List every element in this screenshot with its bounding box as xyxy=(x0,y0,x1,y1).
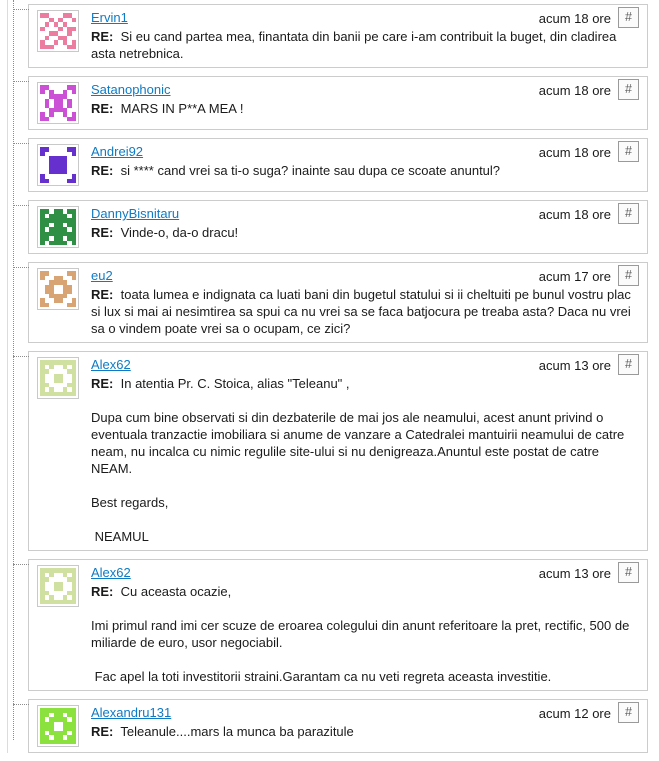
comment-meta xyxy=(539,143,639,162)
comment-paragraph: RE: Cu aceasta ocazie, xyxy=(91,584,232,599)
comment-header xyxy=(91,704,639,723)
identicon-pink-scatter-avatar xyxy=(37,10,79,52)
comment-main xyxy=(91,704,639,740)
avatar-pattern xyxy=(40,271,76,307)
avatar-pattern xyxy=(40,85,76,121)
comment-main xyxy=(91,205,639,241)
username-link[interactable]: Alex62 xyxy=(91,357,131,372)
comment-box xyxy=(28,559,648,691)
identicon-palegreen-frame-avatar xyxy=(37,357,79,399)
timestamp: acum 18 ore xyxy=(538,83,611,98)
re-label: RE: xyxy=(91,287,114,302)
identicon-tan-diamond-avatar xyxy=(37,268,79,310)
timestamp: acum 18 ore xyxy=(538,145,611,160)
comment-paragraph: RE: Vinde-o, da-o dracu! xyxy=(91,225,239,240)
identicon-lime-cross-avatar xyxy=(37,705,79,747)
permalink-button[interactable]: # xyxy=(618,7,639,28)
comment-main xyxy=(91,267,639,337)
comment-paragraph: Best regards, xyxy=(91,495,169,510)
re-label: RE: xyxy=(91,225,114,240)
username-link[interactable]: eu2 xyxy=(91,268,113,283)
re-label: RE: xyxy=(91,376,114,391)
comment-body xyxy=(91,723,639,740)
comment-header xyxy=(91,143,639,162)
re-label: RE: xyxy=(91,101,114,116)
comment-meta xyxy=(539,564,639,583)
identicon-palegreen-frame-avatar xyxy=(37,565,79,607)
comment-paragraph: NEAMUL xyxy=(91,529,149,544)
timestamp: acum 13 ore xyxy=(538,566,611,581)
thread-connector-line xyxy=(13,356,29,357)
comment-paragraph: Imi primul rand imi cer scuze de eroarea colegului din anunt referitoare la pret, rectific, 500 de miliarde de euro, usor negociabil. xyxy=(91,618,633,650)
thread-connector-line xyxy=(13,267,29,268)
timestamp: acum 17 ore xyxy=(538,269,611,284)
timestamp: acum 13 ore xyxy=(538,358,611,373)
permalink-button[interactable]: # xyxy=(618,79,639,100)
comment-paragraph: RE: si **** cand vrei sa ti-o suga? inainte sau dupa ce scoate anuntul? xyxy=(91,163,501,178)
re-label: RE: xyxy=(91,29,114,44)
comment-box xyxy=(28,200,648,254)
comment-box xyxy=(28,76,648,130)
username-link[interactable]: Satanophonic xyxy=(91,82,171,97)
comment-paragraph: Fac apel la toti investitorii straini.Garantam ca nu veti regreta aceasta investitie. xyxy=(91,669,552,684)
comment-meta xyxy=(539,356,639,375)
comment-main xyxy=(91,564,639,685)
comment-meta xyxy=(539,704,639,723)
thread-connector-line xyxy=(13,81,29,82)
avatar-pattern xyxy=(40,209,76,245)
comment-paragraph: RE: MARS IN P**A MEA ! xyxy=(91,101,244,116)
comment-box xyxy=(28,138,648,192)
permalink-button[interactable]: # xyxy=(618,265,639,286)
re-label: RE: xyxy=(91,163,114,178)
username-link[interactable]: Ervin1 xyxy=(91,10,128,25)
thread-connector-line xyxy=(13,143,29,144)
comment-body xyxy=(91,375,639,545)
comment-body xyxy=(91,28,639,62)
comment-box xyxy=(28,351,648,551)
identicon-purple-square-avatar xyxy=(37,144,79,186)
comment-header xyxy=(91,81,639,100)
username-link[interactable]: Alexandru131 xyxy=(91,705,172,720)
timestamp: acum 18 ore xyxy=(538,207,611,222)
comment-box xyxy=(28,4,648,68)
comment-header xyxy=(91,267,639,286)
comment-main xyxy=(91,81,639,117)
re-label: RE: xyxy=(91,584,114,599)
thread-connector-line xyxy=(13,564,29,565)
comment-meta xyxy=(539,81,639,100)
permalink-button[interactable]: # xyxy=(618,203,639,224)
avatar-pattern xyxy=(40,708,76,744)
comment-paragraph: RE: Si eu cand partea mea, finantata din banii pe care i-am contribuit la buget, din cladirea asta netrebnica. xyxy=(91,29,620,61)
identicon-green-quilt-avatar xyxy=(37,206,79,248)
comment-meta xyxy=(539,267,639,286)
comment-header xyxy=(91,9,639,28)
comment-body xyxy=(91,583,639,685)
comment-meta xyxy=(539,205,639,224)
comment-body xyxy=(91,224,639,241)
comment-main xyxy=(91,9,639,62)
comment-paragraph: RE: toata lumea e indignata ca luati bani din bugetul statului si ii cheltuiti pe bunul vostru plac si lux si mai ai nesimtirea sa spui ca nu vrei sa se faca batjocura pe treaba asta? Daca nu vrei sa o vindem poate vrei sa o ocupam, ce zici? xyxy=(91,287,635,336)
comment-header xyxy=(91,205,639,224)
comment-body xyxy=(91,286,639,337)
permalink-button[interactable]: # xyxy=(618,702,639,723)
comment-box xyxy=(28,699,648,753)
comment-meta xyxy=(539,9,639,28)
username-link[interactable]: Andrei92 xyxy=(91,144,144,159)
comment-box xyxy=(28,262,648,343)
re-label: RE: xyxy=(91,724,114,739)
comment-paragraph: RE: In atentia Pr. C. Stoica, alias "Teleanu" , xyxy=(91,376,350,391)
permalink-button[interactable]: # xyxy=(618,562,639,583)
timestamp: acum 12 ore xyxy=(538,706,611,721)
username-link[interactable]: Alex62 xyxy=(91,565,131,580)
avatar-pattern xyxy=(40,568,76,604)
comment-paragraph: RE: Teleanule....mars la munca ba parazitule xyxy=(91,724,354,739)
permalink-button[interactable]: # xyxy=(618,354,639,375)
comment-paragraph: Dupa cum bine observati si din dezbaterile de mai jos ale neamului, acest anunt privind o eventuala tranzactie imobiliara si anume de vanzare a Catedralei mantuirii neamului de catre neam, nu incalca cu nimic regulile site-ului si nu denigreaza.Anuntul este postat de catre NEAM. xyxy=(91,410,628,476)
thread-connector-line xyxy=(13,205,29,206)
comment-header xyxy=(91,564,639,583)
avatar-pattern xyxy=(40,147,76,183)
comment-body xyxy=(91,100,639,117)
comment-header xyxy=(91,356,639,375)
thread-connector-line xyxy=(13,704,29,705)
thread-connector-line xyxy=(13,9,29,10)
comment-body xyxy=(91,162,639,179)
comment-main xyxy=(91,143,639,179)
comment-main xyxy=(91,356,639,545)
avatar-pattern xyxy=(40,13,76,49)
timestamp: acum 18 ore xyxy=(538,11,611,26)
identicon-orchid-pinwheel-avatar xyxy=(37,82,79,124)
avatar-pattern xyxy=(40,360,76,396)
username-link[interactable]: DannyBisnitaru xyxy=(91,206,180,221)
permalink-button[interactable]: # xyxy=(618,141,639,162)
